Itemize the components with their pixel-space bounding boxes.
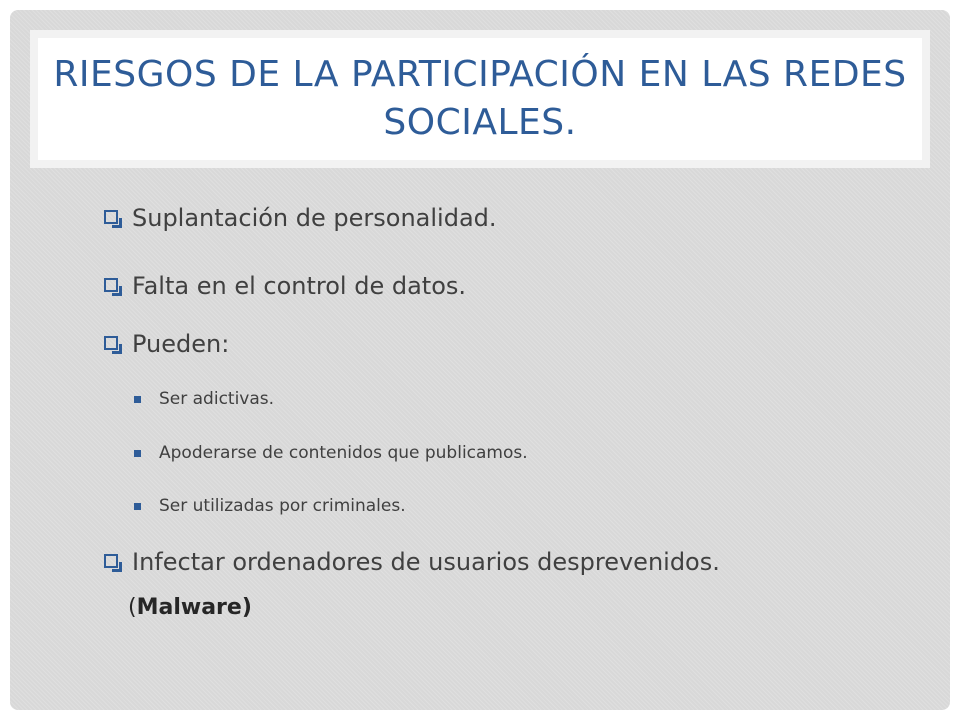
slide (10, 10, 950, 710)
sub-bullet-text: Ser utilizadas por criminales. (159, 496, 406, 516)
bullet-item (104, 204, 497, 232)
slide-content (10, 10, 950, 710)
bullet-item (104, 330, 229, 358)
checkbox-bullet-icon (104, 554, 118, 568)
sub-bullet-item (134, 443, 528, 463)
bullet-text: Infectar ordenadores de usuarios desprevenidos. (132, 548, 720, 576)
malware-open-paren: ( (128, 595, 137, 620)
slide-title: RIESGOS DE LA PARTICIPACIÓN EN LAS REDES SOCIALES. (53, 54, 907, 143)
sub-bullet-item (134, 389, 274, 409)
square-bullet-icon (134, 503, 141, 510)
square-bullet-icon (134, 450, 141, 457)
sub-bullet-text: Ser adictivas. (159, 389, 275, 409)
bullet-item (104, 548, 720, 576)
square-bullet-icon (134, 396, 141, 403)
sub-bullet-text: Apoderarse de contenidos que publicamos. (159, 443, 528, 463)
sub-bullet-item (134, 496, 406, 516)
checkbox-bullet-icon (104, 336, 118, 350)
bullet-item (104, 272, 466, 300)
malware-note (128, 595, 252, 620)
malware-word: Malware) (136, 595, 252, 620)
checkbox-bullet-icon (104, 210, 118, 224)
bullet-text: Suplantación de personalidad. (132, 204, 497, 232)
bullet-text: Pueden: (132, 330, 230, 358)
checkbox-bullet-icon (104, 278, 118, 292)
bullet-text: Falta en el control de datos. (132, 272, 467, 300)
